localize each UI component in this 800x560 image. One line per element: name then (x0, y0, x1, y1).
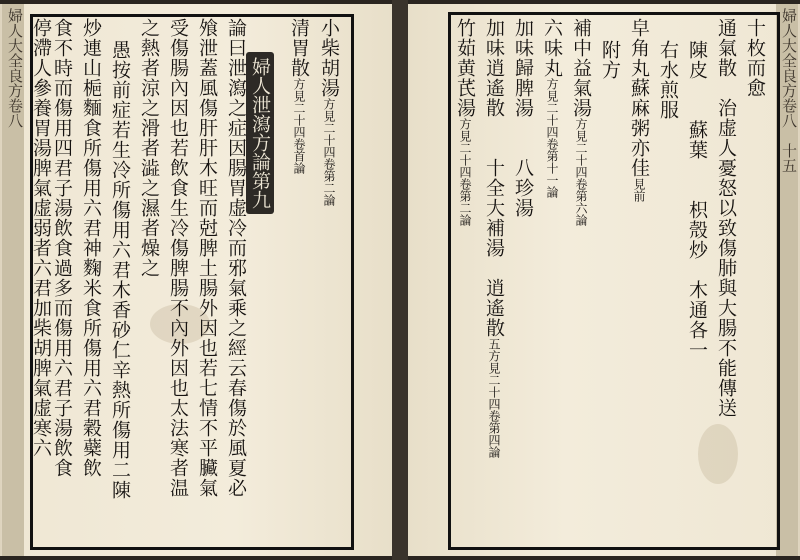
column-main: 小柴胡湯 (318, 18, 340, 98)
text-column (318, 18, 340, 206)
text-column (686, 40, 708, 360)
column-main: 受傷腸內因也若飲食生冷傷脾腸不內外因也太法寒者温 (167, 18, 189, 498)
column-main: 飧泄蓋風傷肝肝木旺而尅脾土腸外因也若七情不平臟氣 (196, 18, 218, 498)
text-column (167, 18, 189, 498)
column-note: 方見二十四卷首論 (292, 78, 306, 174)
text-column (541, 18, 563, 198)
right-edge-text: 婦人大全良方卷八 十五 (776, 4, 798, 556)
column-note: 五方見二十四卷第四論 (487, 338, 501, 458)
column-main: 停滯人參養胃湯脾氣虚弱者六君加柴胡脾氣虚寒六 (30, 18, 52, 458)
text-column (196, 18, 218, 498)
text-column (454, 18, 476, 226)
text-column (138, 18, 160, 278)
column-note: 方見二十四卷第十一論 (545, 78, 559, 198)
column-main: 之熱者涼之滑者澁之濕者燥之 (138, 18, 160, 278)
text-column (570, 18, 592, 226)
text-column (628, 18, 650, 202)
column-main: 陳皮 蘇葉 枳殼炒 木通各一 (686, 40, 708, 360)
left-edge-text: 婦人大全良方卷八 (2, 4, 24, 556)
column-main: 論曰泄瀉之症因腸胃虚冷而邪氣乘之經云春傷於風夏必 (225, 18, 247, 498)
paper-stain (698, 424, 738, 484)
column-main: 通氣散 治虚人憂怒以致傷肺與大腸不能傳送 (715, 18, 737, 418)
text-column (51, 18, 73, 478)
column-main: 愚按前症若生冷所傷用六君木香砂仁辛熱所傷用二陳 (109, 40, 131, 500)
text-column (483, 18, 505, 458)
column-note: 方見二十四卷第六論 (574, 118, 588, 226)
text-column (657, 40, 679, 120)
text-column (30, 18, 52, 458)
text-column (599, 40, 621, 80)
column-main: 皁角丸蘇麻粥亦佳 (628, 18, 650, 178)
column-main: 清胃散 (288, 18, 310, 78)
text-column (80, 18, 102, 478)
column-main: 十枚而愈 (744, 18, 766, 98)
text-column (225, 18, 247, 498)
column-main: 炒連山梔麵食所傷用六君神麴米食所傷用六君穀蘗飲 (80, 18, 102, 478)
text-column (715, 18, 737, 418)
text-column (744, 18, 766, 98)
text-column (288, 18, 310, 174)
column-main: 食不時而傷用四君子湯飲食過多而傷用六君子湯飲食 (51, 18, 73, 478)
column-main: 竹茹黄芪湯 (454, 18, 476, 118)
text-column (109, 40, 131, 500)
text-column (512, 18, 534, 218)
column-main: 右水煎服 (657, 40, 679, 120)
column-main: 補中益氣湯 (570, 18, 592, 118)
book-gutter (392, 0, 408, 560)
column-main: 六味丸 (541, 18, 563, 78)
column-note: 見前 (632, 178, 646, 202)
section-heading: 婦人泄瀉方論第九 (246, 52, 274, 214)
right-page (408, 4, 800, 556)
left-page (0, 4, 392, 556)
column-main: 附方 (599, 40, 621, 80)
column-main: 加味歸脾湯 八珍湯 (512, 18, 534, 218)
column-note: 方見二十四卷第二論 (322, 98, 336, 206)
column-note: 方見二十四卷第二論 (458, 118, 472, 226)
column-main: 加味逍遙散 十全大補湯 逍遙散 (483, 18, 505, 338)
